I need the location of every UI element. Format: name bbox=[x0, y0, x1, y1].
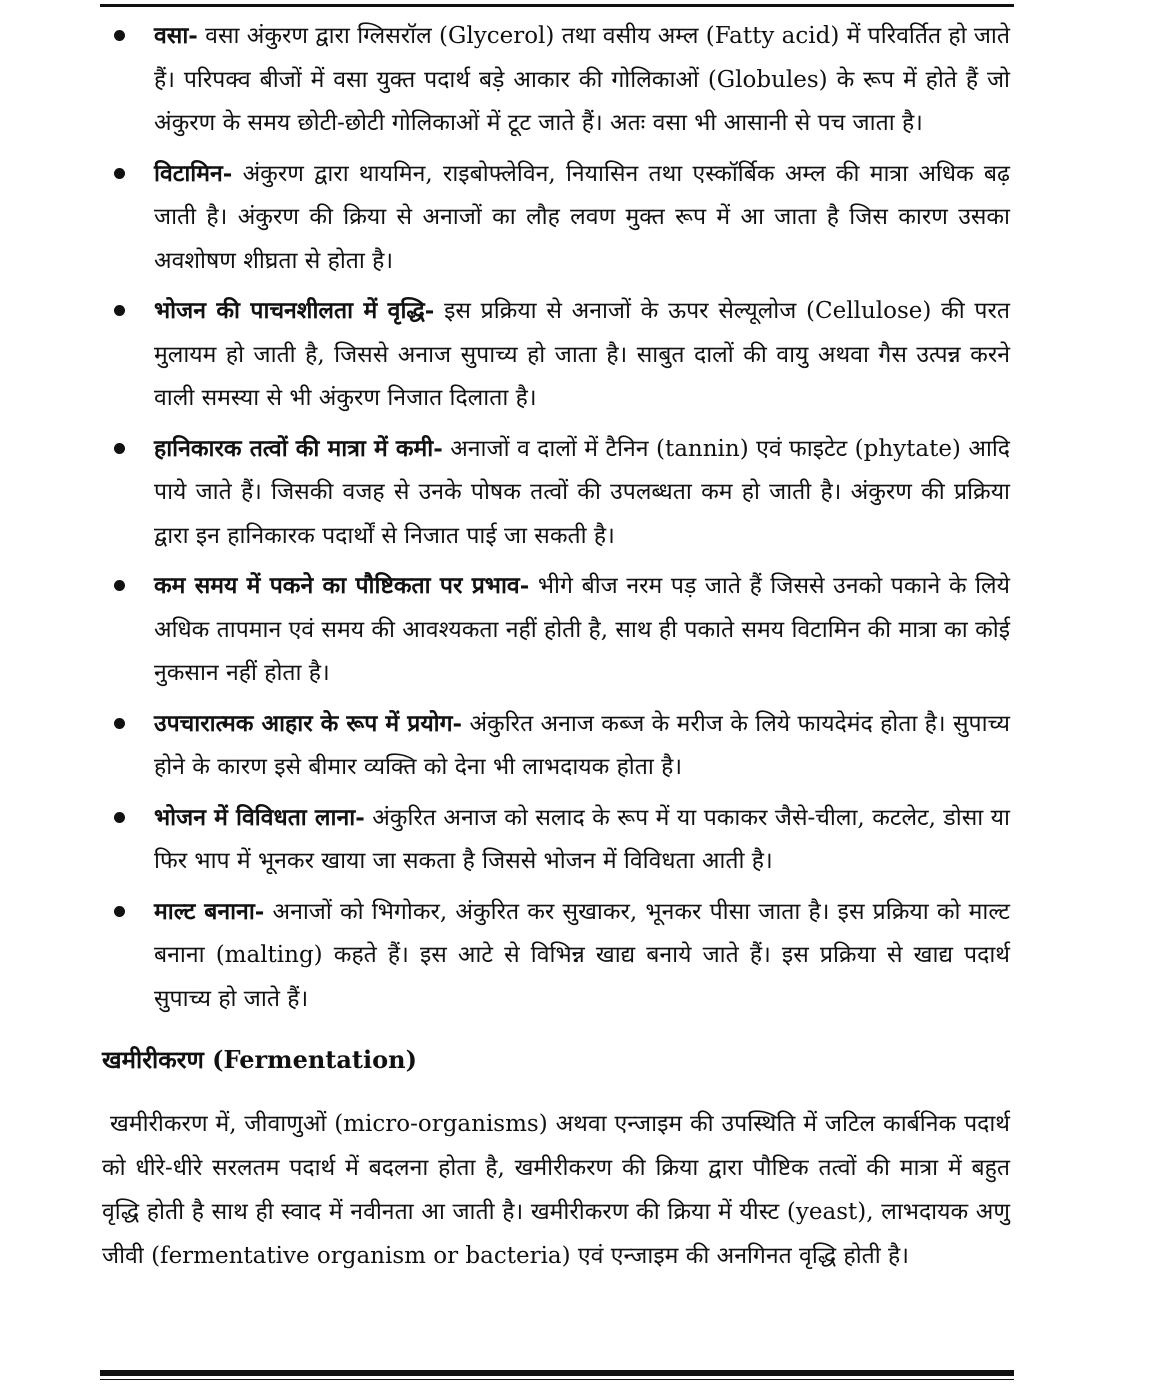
bullet-paragraph bbox=[154, 427, 1010, 559]
bullet-term: विटामिन- bbox=[154, 159, 233, 187]
bullet-icon bbox=[114, 718, 125, 729]
bullet-icon bbox=[114, 305, 125, 316]
list-item bbox=[110, 796, 1010, 884]
list-item bbox=[110, 14, 1010, 146]
bullet-icon bbox=[114, 906, 125, 917]
bullet-body: अंकुरण द्वारा थायमिन, राइबोफ्लेविन, नियासिन तथा एस्कॉर्बिक अम्ल की मात्रा अधिक बढ़ जाती है। अंकुरण की क्रिया से अनाजों का लौह लवण मुक्त रूप में आ जाता है जिस कारण उसका अवशोषण शीघ्रता से होता है। bbox=[154, 160, 1010, 274]
bullet-icon bbox=[114, 168, 125, 179]
section-paragraph: खमीरीकरण में, जीवाणुओं (micro-organisms) अथवा एन्जाइम की उपस्थिति में जटिल कार्बनिक पदार्थ को धीरे-धीरे सरलतम पदार्थ में बदलना होता है, खमीरीकरण की क्रिया द्वारा पौष्टिक तत्वों की मात्रा में बहुत वृद्धि होती है साथ ही स्वाद में नवीनता आ जाती है। खमीरीकरण की क्रिया में यीस्ट (yeast), लाभदायक अणु जीवी (fermentative organism or bacteria) एवं एन्जाइम की अनगिनत वृद्धि होती है। bbox=[102, 1111, 1010, 1269]
bullet-icon bbox=[114, 580, 125, 591]
bullet-paragraph bbox=[154, 890, 1010, 1022]
bullet-body: इस प्रक्रिया से अनाजों के ऊपर सेल्यूलोज (Cellulose) की परत मुलायम हो जाती है, जिससे अनाज सुपाच्य हो जाता है। साबुत दालों की वायु अथवा गैस उत्पन्न करने वाली समस्या से भी अंकुरण निजात दिलाता है। bbox=[154, 298, 1011, 411]
bullet-term: वसा- bbox=[154, 22, 198, 49]
bullet-term: भोजन की पाचनशीलता में वृद्धि- bbox=[154, 297, 435, 324]
list-item bbox=[110, 289, 1010, 421]
bullet-body: अंकुरित अनाज को सलाद के रूप में या पकाकर जैसे-चीला, कटलेट, डोसा या फिर भाप में भूनकर खाया जा सकता है जिससे भोजन में विविधता आती है। bbox=[154, 804, 1010, 874]
bullet-term: भोजन में विविधता लाना- bbox=[154, 803, 365, 831]
list-item bbox=[110, 152, 1010, 284]
bullet-paragraph bbox=[154, 152, 1010, 284]
bullet-term: उपचारात्मक आहार के रूप में प्रयोग- bbox=[154, 709, 463, 737]
section-heading: खमीरीकरण (Fermentation) bbox=[102, 1045, 417, 1074]
bullet-icon bbox=[114, 812, 125, 823]
list-item bbox=[110, 564, 1010, 696]
bullet-body: भीगे बीज नरम पड़ जाते हैं जिससे उनको पकाने के लिये अधिक तापमान एवं समय की आवश्यकता नहीं होती है, साथ ही पकाते समय विटामिन की मात्रा का कोई नुकसान नहीं होता है। bbox=[154, 573, 1010, 686]
bullet-icon bbox=[114, 443, 125, 454]
bullet-body: अनाजों को भिगोकर, अंकुरित कर सुखाकर, भूनकर पीसा जाता है। इस प्रक्रिया को माल्ट बनाना (malting) कहते हैं। इस आटे से विभिन्न खाद्य बनाये जाते हैं। इस प्रक्रिया से खाद्य पदार्थ सुपाच्य हो जाते हैं। bbox=[154, 898, 1010, 1012]
bullet-paragraph bbox=[154, 702, 1010, 790]
bullet-body: अंकुरित अनाज कब्ज के मरीज के लिये फायदेमंद होता है। सुपाच्य होने के कारण इसे बीमार व्यक्ति को देना भी लाभदायक होता है। bbox=[154, 710, 1010, 780]
list-item bbox=[110, 702, 1010, 790]
bullet-body: वसा अंकुरण द्वारा ग्लिसरॉल (Glycerol) तथा वसीय अम्ल (Fatty acid) में परिवर्तित हो जाते हैं। परिपक्व बीजों में वसा युक्त पदार्थ बड़े आकार की गोलिकाओं (Globules) के रूप में होते हैं जो अंकुरण के समय छोटी-छोटी गोलिकाओं में टूट जाते हैं। अतः वसा भी आसानी से पच जाता है। bbox=[154, 23, 1010, 136]
bullet-paragraph bbox=[154, 289, 1010, 421]
bullet-term: कम समय में पकने का पौष्टिकता पर प्रभाव- bbox=[154, 572, 530, 599]
bullet-paragraph bbox=[154, 796, 1010, 884]
bullet-icon bbox=[114, 30, 125, 41]
bottom-rule bbox=[100, 1370, 1014, 1376]
top-rule bbox=[100, 4, 1014, 7]
bullet-term: माल्ट बनाना- bbox=[154, 897, 265, 925]
bullet-list bbox=[110, 14, 1010, 1027]
bullet-body: अनाजों व दालों में टैनिन (tannin) एवं फाइटेट (phytate) आदि पाये जाते हैं। जिसकी वजह से उनके पोषक तत्वों की उपलब्धता कम हो जाती है। अंकुरण की प्रक्रिया द्वारा इन हानिकारक पदार्थों से निजात पाई जा सकती है। bbox=[154, 435, 1011, 549]
bullet-paragraph bbox=[154, 14, 1010, 146]
list-item bbox=[110, 890, 1010, 1022]
bullet-term: हानिकारक तत्वों की मात्रा में कमी- bbox=[154, 434, 443, 462]
list-item bbox=[110, 427, 1010, 559]
bullet-paragraph bbox=[154, 564, 1010, 696]
